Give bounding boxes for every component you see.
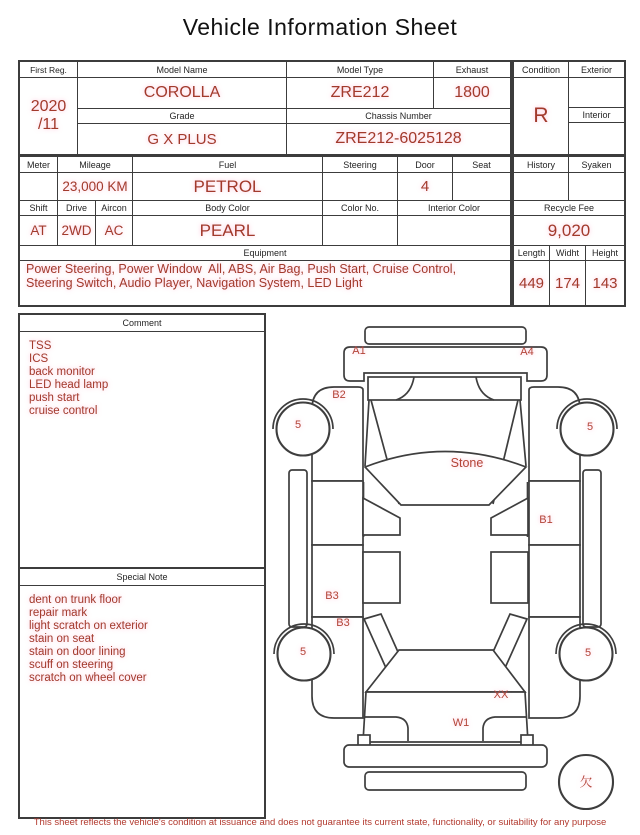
special-note-line: repair mark <box>29 607 88 619</box>
height-value: 143 <box>586 261 624 305</box>
history-label: History <box>514 157 568 172</box>
equipment-label: Equipment <box>20 246 510 260</box>
wheel-grade-rear-right: 5 <box>584 647 592 659</box>
seat-value <box>453 173 510 200</box>
damage-label-stone: Stone <box>450 456 484 470</box>
special-note-line: light scratch on exterior <box>29 620 148 632</box>
body-color-value: PEARL <box>133 216 322 245</box>
meter-value <box>20 173 57 200</box>
aircon-value: AC <box>96 216 132 245</box>
wheel-front-left <box>277 403 330 456</box>
color-no-label: Color No. <box>323 201 397 215</box>
equipment-value: Power Steering, Power Window All, ABS, Air Bag, Push Start, Cruise Control, Steering Switch, Audio Player, Navigation System, LED Light <box>20 261 510 305</box>
b-pillar-right <box>491 498 528 535</box>
door-value: 4 <box>398 173 452 200</box>
comment-line: push start <box>29 392 80 404</box>
special-note-line: scuff on steering <box>29 659 114 671</box>
wheel-grade-front-right: 5 <box>586 421 594 433</box>
height-label: Height <box>586 246 624 260</box>
wheel-rear-left <box>278 628 331 681</box>
comment-line: cruise control <box>29 405 98 417</box>
comment-lines <box>20 332 264 426</box>
drive-label: Drive <box>58 201 95 215</box>
seat-label: Seat <box>453 157 510 172</box>
model-name-value: COROLLA <box>78 78 286 108</box>
rear-door-left <box>312 545 363 617</box>
special-note-box <box>18 567 266 819</box>
front-door-left <box>312 481 363 545</box>
length-value: 449 <box>514 261 549 305</box>
exhaust-value: 1800 <box>434 78 510 108</box>
damage-label-xx: XX <box>493 689 509 701</box>
shift-label: Shift <box>20 201 57 215</box>
syaken-label: Syaken <box>569 157 624 172</box>
front-door-right <box>529 481 580 545</box>
damage-label-b3-upper: B3 <box>325 590 339 602</box>
mileage-value: 23,000 KM <box>58 173 132 200</box>
special-note-label: Special Note <box>20 569 264 586</box>
door-step-left <box>363 552 400 603</box>
door-step-right <box>491 552 528 603</box>
comment-line: ICS <box>29 353 49 365</box>
model-name-label: Model Name <box>78 62 286 77</box>
rear-panel <box>344 745 547 767</box>
door-label: Door <box>398 157 452 172</box>
fuel-value: PETROL <box>133 173 322 200</box>
body-color-label: Body Color <box>133 201 322 215</box>
wheel-grade-rear-left: 5 <box>299 646 307 658</box>
model-type-value: ZRE212 <box>287 78 433 108</box>
wheel-front-right <box>561 403 614 456</box>
damage-label-missing: 欠 <box>579 774 593 790</box>
damage-label-b2: B2 <box>332 389 346 401</box>
exhaust-label: Exhaust <box>434 62 510 77</box>
b-pillar-left <box>363 498 400 535</box>
grade-value: G X PLUS <box>78 124 286 154</box>
damage-label-a1: A1 <box>352 345 366 357</box>
special-note-line: scratch on wheel cover <box>29 672 147 684</box>
history-value <box>514 173 568 200</box>
front-panel <box>344 347 547 381</box>
comment-line: LED head lamp <box>29 379 109 391</box>
special-note-line: dent on trunk floor <box>29 594 122 606</box>
meter-label: Meter <box>20 157 57 172</box>
interior-label: Interior <box>569 108 624 122</box>
length-label: Length <box>514 246 549 260</box>
wheel-grade-front-left: 5 <box>294 419 302 431</box>
width-label: Widht <box>550 246 585 260</box>
mileage-label: Mileage <box>58 157 132 172</box>
sill-left <box>289 470 307 627</box>
vehicle-identity-table <box>18 60 512 156</box>
damage-label-a4: A4 <box>520 346 534 358</box>
wheel-rear-right <box>560 628 613 681</box>
rear-door-right <box>529 545 580 617</box>
steering-label: Steering <box>323 157 397 172</box>
condition-table <box>512 60 626 156</box>
exterior-label: Exterior <box>569 62 624 77</box>
front-bumper <box>365 327 526 344</box>
interior-color-label: Interior Color <box>398 201 510 215</box>
comment-line: back monitor <box>29 366 95 378</box>
damage-label-w1: W1 <box>452 717 470 729</box>
width-value: 174 <box>550 261 585 305</box>
damage-label-b3-lower: B3 <box>336 617 350 629</box>
steering-value <box>323 173 397 200</box>
special-note-line: stain on seat <box>29 633 95 645</box>
damage-label-b1: B1 <box>539 514 553 526</box>
first-reg-label: First Reg. <box>20 62 77 77</box>
first-reg-value: 2020 /11 <box>20 78 77 154</box>
grade-label: Grade <box>78 109 286 123</box>
interior-color-value <box>398 216 510 245</box>
fees-dimensions-table <box>512 155 626 307</box>
shift-value: AT <box>20 216 57 245</box>
recycle-fee-label: Recycle Fee <box>514 201 624 215</box>
recycle-fee-value: 9,020 <box>514 216 624 245</box>
sill-right <box>583 470 601 627</box>
condition-grade-value: R <box>514 78 568 154</box>
comment-line: TSS <box>29 340 52 352</box>
page-title: Vehicle Information Sheet <box>182 14 458 40</box>
special-note-lines <box>20 586 264 693</box>
rear-bumper <box>365 772 526 790</box>
missing-part-circle <box>559 755 613 809</box>
cowl-panel <box>368 377 521 400</box>
color-no-value <box>323 216 397 245</box>
syaken-value <box>569 173 624 200</box>
car-diagram <box>270 310 640 815</box>
spec-table <box>18 155 512 307</box>
chassis-number-label: Chassis Number <box>287 109 510 123</box>
disclaimer-text: This sheet reflects the vehicle's condition at issuance and does not guarantee its current state, functionality, or suitability for any purpose <box>33 817 607 828</box>
comment-box <box>18 313 266 571</box>
special-note-line: stain on door lining <box>29 646 126 658</box>
drive-value: 2WD <box>58 216 95 245</box>
exterior-value <box>569 78 624 107</box>
model-type-label: Model Type <box>287 62 433 77</box>
windshield <box>365 452 526 506</box>
condition-label: Condition <box>514 62 568 77</box>
fuel-label: Fuel <box>133 157 322 172</box>
interior-value <box>569 123 624 154</box>
comment-label: Comment <box>20 315 264 332</box>
aircon-label: Aircon <box>96 201 132 215</box>
chassis-number-value: ZRE212-6025128 <box>287 124 510 154</box>
